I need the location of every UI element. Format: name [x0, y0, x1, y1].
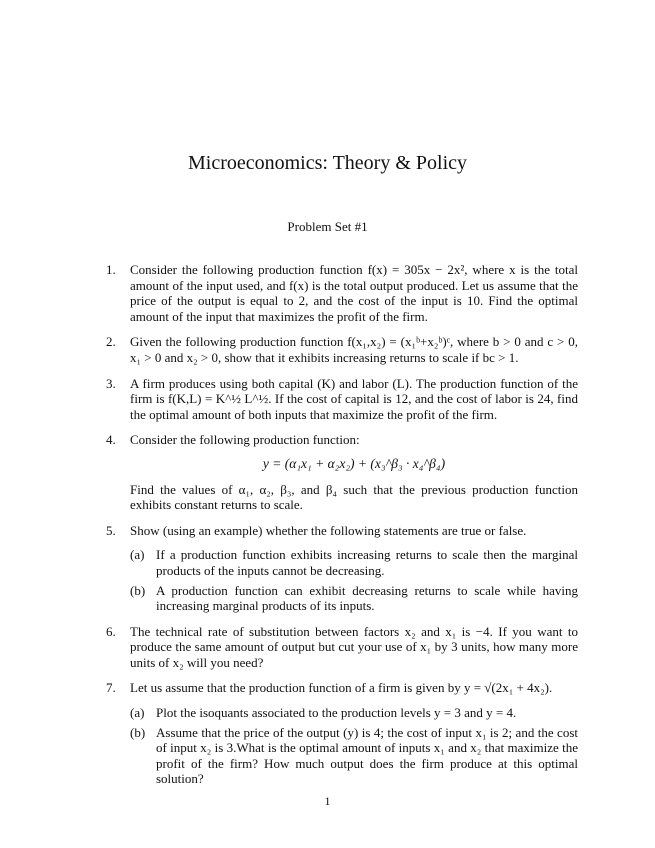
problem-number: 7. [106, 680, 116, 696]
problem-text: Let us assume that the production function of a firm is given by y = √(2x₁ + 4x₂). [130, 680, 553, 696]
problem-5 [106, 523, 578, 614]
problem-text: Given the following production function f(x₁,x₂) = (x₁ᵇ+x₂ᵇ)ᶜ, where b > 0 and c > 0, x₁ > 0 and x₂ > 0, show that it exhibits increasing returns to scale if bc > 1. [130, 334, 578, 365]
problem-set-heading: Problem Set #1 [287, 219, 368, 234]
problem-4 [106, 432, 578, 512]
subproblem-a [130, 547, 578, 578]
document-title: Microeconomics: Theory & Policy [187, 152, 468, 174]
problem-text-continued: Find the values of α₁, α₂, β₃, and β₄ such that the previous production function exhibits constant returns to scale. [130, 481, 578, 513]
subproblem-label: (b) [130, 724, 146, 740]
subproblem-label: (b) [130, 582, 146, 598]
page-number: 1 [324, 794, 331, 808]
problem-number: 2. [106, 334, 116, 350]
problem-number: 6. [106, 623, 116, 639]
problem-number: 5. [106, 522, 116, 538]
problem-text: Show (using an example) whether the following statements are true or false. [130, 522, 527, 538]
subproblem-text: Assume that the price of the output (y) is 4; the cost of input x₁ is 2; and the cost of input x₂ is 3.What is the optimal amount of inputs x₁ and x₂ that maximize the profit of the firm? How much output does the firm produce at this optimal solution? [156, 724, 578, 787]
problem-7 [106, 680, 578, 787]
problem-3 [106, 376, 578, 423]
problem-1 [106, 262, 578, 324]
subproblem-b [130, 583, 578, 614]
problem-6 [106, 624, 578, 671]
subproblem-label: (a) [130, 547, 145, 563]
display-equation: y = (α₁x₁ + α₂x₂) + (x₃^β₃ · x₄^β₄) [262, 455, 446, 471]
subproblem-text: If a production function exhibits increasing returns to scale then the marginal products of the inputs cannot be decreasing. [156, 547, 578, 578]
problem-text: The technical rate of substitution between factors x₂ and x₁ is −4. If you want to produce the same amount of output but cut your use of x₁ by 3 units, how many more units of x₂ will you need? [130, 623, 578, 670]
problem-text: A firm produces using both capital (K) and labor (L). The production function of the firm is f(K,L) = K^½ L^½. If the cost of capital is 12, and the cost of labor is 24, find the optimal amount of both inputs that maximize the profit of the firm. [130, 375, 578, 422]
subproblem-text: Plot the isoquants associated to the production levels y = 3 and y = 4. [156, 705, 517, 721]
problem-text: Consider the following production function f(x) = 305x − 2x², where x is the total amount of the input used, and f(x) is the total output produced. Let us assume that the price of the output is equal to 2, and the cost of the input is 10. Find the optimal amount of the input that maximizes the profit of the firm. [130, 262, 578, 324]
problem-number: 4. [106, 432, 116, 448]
problem-number: 1. [106, 262, 116, 277]
problem-number: 3. [106, 375, 116, 391]
problem-text: Consider the following production function: [130, 432, 360, 448]
problem-2 [106, 334, 578, 365]
subproblem-b [130, 725, 578, 787]
subproblem-a [130, 705, 578, 721]
problem-list [106, 262, 578, 797]
subproblem-label: (a) [130, 705, 145, 721]
subproblem-text: A production function can exhibit decreasing returns to scale while having increasing marginal products of its inputs. [156, 582, 578, 614]
